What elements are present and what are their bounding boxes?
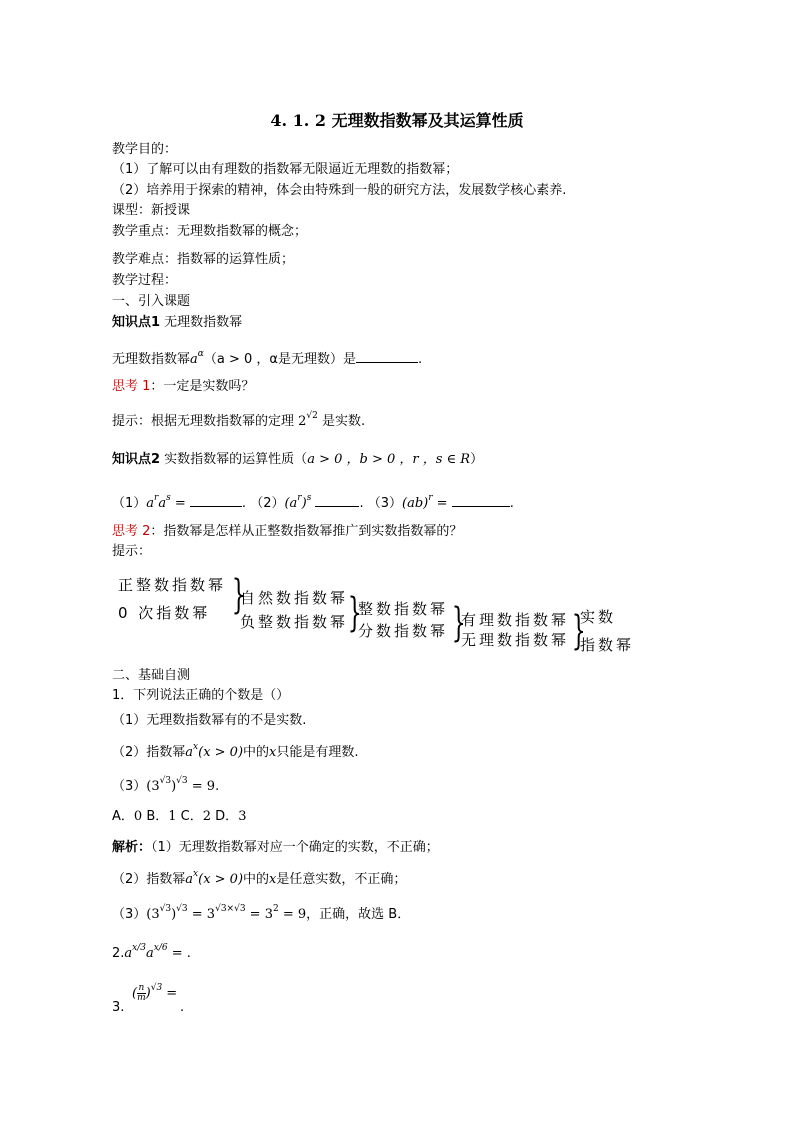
option-a-value: 0 bbox=[133, 809, 143, 824]
think2-text: ：指数幂是怎样从正整数指数幂推广到实数指数幂的？ bbox=[150, 524, 463, 539]
difficulty: 教学难点：指数幂的运算性质； bbox=[112, 252, 295, 267]
kp1-definition bbox=[112, 350, 422, 369]
kp1-def-end: . bbox=[417, 352, 423, 367]
prop-2-label: （2） bbox=[250, 496, 285, 511]
page-title: 4. 1. 2 无理数指数幂及其运算性质 bbox=[270, 111, 524, 130]
math-prop-2: $(a^r)^s$ bbox=[284, 493, 312, 511]
question-2: $2.a^{x/3}a^{x/6}$ = . bbox=[112, 943, 191, 961]
option-a[interactable]: A． bbox=[112, 809, 134, 824]
hint1-pre: 提示：根据无理数指数幂的定理 bbox=[112, 414, 299, 429]
diagram-real-1: 实数 bbox=[580, 608, 617, 626]
objective-2: （2）培养用于探索的精神，体会由特殊到一般的研究方法，发展数学核心素养. bbox=[112, 183, 567, 198]
option-d[interactable]: D． bbox=[215, 809, 239, 824]
diagram-negative-int: 负整数指数幂 bbox=[240, 613, 349, 631]
properties-line: $(1)a^ra^s$ = . $(2)(a^r)^s$ . （3）(ab)$^r$ = . bbox=[112, 493, 514, 511]
math-2-sqrt2: $2^{√2}$ bbox=[298, 411, 318, 429]
q1-item-1: （1）无理数指数幂有的不是实数. bbox=[112, 713, 307, 728]
q1-i2-mid: 中的 bbox=[243, 745, 270, 760]
analysis bbox=[112, 840, 439, 856]
diagram-natural: 自然数指数幂 bbox=[240, 589, 349, 607]
analysis-text: （1）无理数指数幂对应一个确定的实数，不正确； bbox=[151, 840, 439, 855]
think2-label: 思考 2 bbox=[112, 524, 151, 539]
think1-text: ：一定是实数吗？ bbox=[150, 379, 255, 394]
question-1: 1．下列说法正确的个数是（） bbox=[112, 688, 290, 703]
think-2 bbox=[112, 524, 462, 540]
diagram-zero: 0 次指数幂 bbox=[118, 604, 211, 622]
analysis3-pre: （3） bbox=[112, 907, 147, 922]
q3-number: 3. bbox=[112, 1000, 125, 1015]
math-q1-3: $(3^{√3})^{√3} = 9$ bbox=[146, 776, 216, 794]
diagram-integer: 整数指数幂 bbox=[358, 600, 449, 618]
option-b[interactable]: B． bbox=[146, 809, 169, 824]
math-ax: $a^x(x > 0)$ bbox=[185, 869, 244, 887]
kp1-label: 知识点1 bbox=[112, 315, 161, 330]
q1-i3-pre: （3） bbox=[112, 779, 147, 794]
q3-end: . bbox=[180, 1000, 185, 1015]
brace-icon: } bbox=[451, 600, 466, 646]
kp2-label: 知识点2 bbox=[112, 452, 161, 467]
analysis-3 bbox=[112, 904, 411, 924]
knowledge-point-2 bbox=[112, 452, 483, 468]
prop-3-label: （3） bbox=[367, 496, 402, 511]
knowledge-point-1 bbox=[112, 315, 242, 331]
section-intro: 一、引入课题 bbox=[112, 294, 191, 309]
analysis2-post: 是任意实数，不正确； bbox=[276, 872, 407, 887]
analysis-label: 解析： bbox=[112, 840, 152, 855]
objective-1: （1）了解可以由有理数的指数幂无限逼近无理数的指数幂； bbox=[112, 162, 459, 177]
answer-blank[interactable] bbox=[356, 350, 418, 363]
diagram-positive-int: 正整数指数幂 bbox=[118, 576, 227, 594]
math-a-alpha: $a^\alpha$ bbox=[190, 349, 204, 367]
prop-1-label: （1） bbox=[112, 496, 147, 511]
math-ax: $a^x(x > 0)$ bbox=[185, 742, 244, 760]
option-c[interactable]: C． bbox=[180, 809, 203, 824]
objectives-heading: 教学目的： bbox=[112, 142, 178, 157]
kp2-end: ） bbox=[470, 452, 484, 467]
teaching-process: 教学过程： bbox=[112, 273, 178, 288]
q2-number: 2. bbox=[112, 946, 125, 961]
kp2-text: 实数指数幂的运算性质（ bbox=[160, 452, 308, 467]
analysis2-pre: （2）指数幂 bbox=[112, 872, 186, 887]
options bbox=[112, 809, 246, 825]
analysis3-post: ，正确，故选 B． bbox=[306, 907, 411, 922]
brace-icon: } bbox=[571, 608, 586, 654]
math-q2: $a^{x/3}a^{x/6}$ = bbox=[124, 943, 187, 961]
kp1-def-mid: （a > 0 ，α是无理数）是 bbox=[203, 352, 356, 367]
option-b-value: 1 bbox=[168, 809, 177, 824]
section-self-test: 二、基础自测 bbox=[112, 668, 191, 683]
option-d-value: 3 bbox=[238, 809, 247, 824]
diagram-irrational: 无理数指数幂 bbox=[461, 631, 570, 649]
math-prop-3: (ab)$^r$ = bbox=[402, 493, 452, 511]
hint1-post: 是实数. bbox=[317, 414, 366, 429]
question-3 bbox=[112, 1000, 124, 1016]
math-analysis-3: $(3^{√3})^{√3} = 3^{√3\times√3} = 3^2 = 9$ bbox=[146, 904, 307, 922]
q1-i2-pre: （2）指数幂 bbox=[112, 745, 186, 760]
hint-2: 提示： bbox=[112, 544, 152, 559]
math-x: x bbox=[269, 872, 277, 887]
key-point: 教学重点：无理数指数幂的概念； bbox=[112, 224, 308, 239]
q1-item-2 bbox=[112, 742, 359, 762]
kp1-text: 无理数指数幂 bbox=[160, 315, 243, 330]
diagram-fraction: 分数指数幂 bbox=[358, 622, 449, 640]
think-1 bbox=[112, 379, 254, 395]
math-prop-1: $a^ra^s$ = bbox=[146, 493, 190, 511]
answer-blank[interactable] bbox=[190, 494, 242, 507]
diagram-rational: 有理数指数幂 bbox=[461, 611, 570, 629]
math-q3: ( $\frac{n}{m}$ )$^{√3}$ = bbox=[132, 983, 178, 1003]
math-x: x bbox=[269, 745, 277, 760]
q1-i2-post: 只能是有理数. bbox=[276, 745, 359, 760]
q1-item-3: $(3)(3^{√3})^{√3} = 9$. bbox=[112, 776, 220, 794]
brace-icon: } bbox=[231, 572, 246, 618]
kp2-condition: a > 0 ，b > 0 ，r ，s ∈ R bbox=[307, 452, 471, 467]
analysis-2 bbox=[112, 869, 407, 889]
brace-icon: } bbox=[347, 590, 362, 636]
diagram-real-2: 指数幂 bbox=[580, 636, 635, 654]
course-type: 课型：新授课 bbox=[112, 203, 191, 218]
answer-blank[interactable] bbox=[315, 494, 359, 507]
answer-blank[interactable] bbox=[452, 494, 510, 507]
analysis2-mid: 中的 bbox=[243, 872, 270, 887]
option-c-value: 2 bbox=[202, 809, 212, 824]
hint-1 bbox=[112, 411, 366, 431]
kp1-def-pre: 无理数指数幂 bbox=[112, 352, 191, 367]
think1-label: 思考 1 bbox=[112, 379, 151, 394]
